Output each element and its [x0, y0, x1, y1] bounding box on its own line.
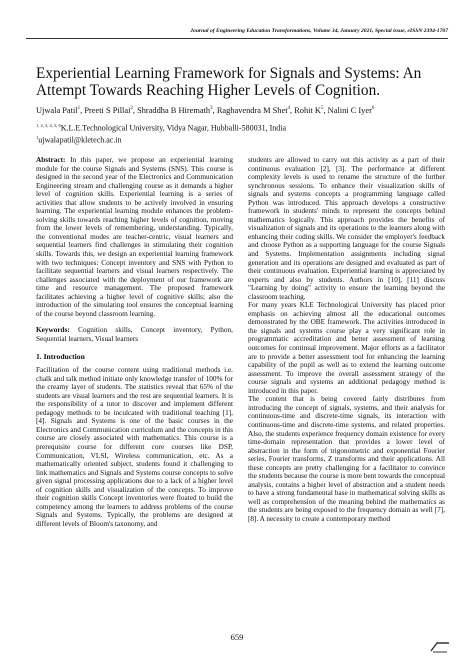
journal-logo	[429, 641, 451, 653]
affiliation-marker: 1, 2, 3, 4, 5, 6	[36, 123, 61, 128]
abstract	[36, 156, 233, 318]
email-marker: 1	[36, 135, 39, 140]
left-column	[36, 156, 233, 634]
body-paragraph: The content that is being covered fairly distributes from introducing the concept of signals, systems, and their analysis for continuous-time and discrete-time signals, its interaction with continuous-time and discrete-time systems, and related properties. Also, the students experience frequency domain existence for every time-domain representation that provides a lower level of abstraction in the form of trigonometric and exponential Fourier series, Fourier transforms, Z transforms and their applications. All these concepts are pretty challenging for a facilitator to convince the students because the course is more bent towards the conceptual analysis, contains a higher level of abstraction and a student needs to have a strong fundamental base in mathematical solving skills as well as comprehension of the meaning behind the mathematics as the students are being exposed to the frequency domain as well [7], [8]. A necessity to create a contemporary method	[248, 395, 445, 523]
author: Raghavendra M Shet$^4$,	[216, 105, 295, 115]
author: Rohit $K^5$,	[294, 105, 328, 115]
abstract-label: Abstract:	[36, 156, 66, 164]
body-paragraph: For many years KLE Technological University has placed prior emphasis on achieving almost all the educational outcomes demonstrated by the OBE framework. The activities introduced in the signals and systems course play a very significant role in programmatic accreditation and better assessment of learning outcomes for continual improvement. Major efforts as a facilitator are to provide a better assessment tool for enhancing the learning capability of the pupil as well as to extend the learning outcome assessment. To improve the overall assessment strategy of the course signals and systems an additional pedagogy method is introduced in this paper.	[248, 301, 445, 395]
page-number: 659	[230, 632, 244, 642]
body-paragraph: students are allowed to carry out this activity as a part of their continuous evaluation [2], [3]. The performance at different complexity levels is used to rename the structure of the further synchronous sessions. To enhance their visualization skills of signals and systems concepts a programming language called Python was introduced. This approach develops a constructive framework in students' minds to represent the concepts behind mathematics logically. This approach provides the benefits of visualization of signals and its operations to the learners along with enhancing their coding skills. We consider the employer's feedback and choose Python as a supporting language for the course Signals and Systems. Implementation assignments including signal generation and its operations are designed and evaluated as part of their continuous evaluation. Experiential learning is appreciated by experts and also by students. Authors in [10], [11] discuss "Learning by doing" activity to ensure the learning beyond the classroom teaching.	[248, 156, 445, 301]
keywords-text: Cognition skills, Concept inventory, Python, Sequential learners, Visual learners	[36, 326, 233, 343]
journal-logo-icon	[429, 641, 451, 653]
corresponding-email[interactable]: $^1$ujwalapatil@kletech.ac.in	[36, 135, 122, 145]
right-column	[248, 156, 445, 646]
author: Ujwala Patil$^1$,	[36, 105, 85, 115]
abstract-text: In this paper, we propose an experiential learning module for the course Signals and Systems (SNS). This course is designed in the second year of the Electronics and Communication Engineering stream and challenging course as it demands a higher level of cognition skills. Experiential learning is a series of activities that allow students to be actively involved in ensuring learning. The experiential learning module enhances the problem-solving skills towards reaching higher levels of cognition, moving from the lower levels of remembering, understanding. Typically, the conventional modes are teacher-centric, visual learners and sequential learners find challenges in stimulating their cognition skills. Towards this, we design an experiential learning framework with two techniques: Concept inventory and SNS with Python to facilitate sequential learners and visual learners respectively. The challenges associated with the deployment of our framework are time and resource management. The proposed framework facilitates achieving a higher level of cognitive skills; also the introduction of the simulating tool ensures the conceptual learning of the course beyond classroom learning.	[36, 156, 233, 318]
author: Shraddha B Hiremath$^3$,	[137, 105, 217, 115]
intro-paragraph: Facilitation of the course content using traditional methods i.e. chalk and talk method initiate only knowledge transfer of 100% for the creamy layer of students. The statistics reveal that 65% of the students are visual learners and the rest are sequential learners. It is the responsibility of a tutor to discover and implement different pedagogy methods to be inculcated with traditional teaching [1], [4]. Signals and Systems is one of the basic courses in the Electronics and Communication curriculum and the concepts in this course are closely associated with mathematics. This course is a prerequisite course for different core courses like DSP, Communication, VLSI, Wireless communication, etc. As a mathematically oriented subject, students found it challenging to link mathematics and Signals and Systems course concepts to solve given signal processing applications due to a lack of a higher level of cognition skills and visualization of the concepts. To improve their cognition skills Concept inventories were floated to build the competency among the learners to address problems of the course Signals and Systems. Typically, the problems are designed at different levels of Bloom's taxonomy, and	[36, 366, 233, 528]
paper-title: Experiential Learning Framework for Signals and Systems: An Attempt Towards Reaching Higher Levels of Cognition.	[36, 65, 422, 99]
keywords-label: Keywords:	[36, 326, 70, 335]
keywords	[36, 326, 233, 343]
section-heading-introduction: 1. Introduction	[36, 352, 85, 362]
author: Preeti S Pillai$^2$,	[84, 105, 138, 115]
journal-header: Journal of Engineering Education Transformations, Volume 34, January 2021, Special issue, eISSN 2394-1707	[190, 28, 448, 34]
affiliation: $^{1, 2, 3, 4, 5, 6}$K.L.E.Technological University, Vidya Nagar, Hubballi-580031, India	[36, 123, 286, 133]
author-list	[36, 104, 374, 116]
header-divider	[26, 38, 448, 39]
author: Nalini C Iyer$^6$	[327, 105, 375, 115]
